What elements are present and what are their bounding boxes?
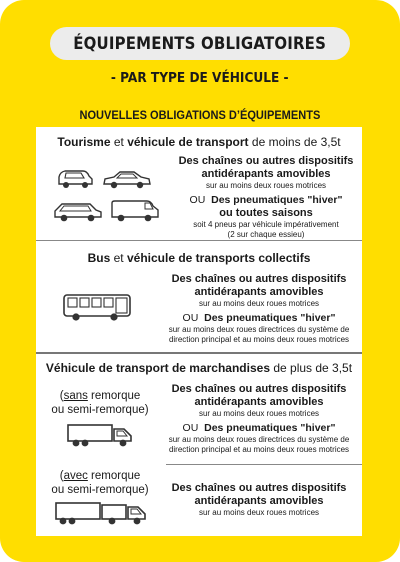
- requirements-panel: [36, 127, 362, 536]
- sedan-icon: [102, 170, 152, 190]
- sans-remorque-label: (sans remorque ou semi-remorque): [51, 390, 149, 416]
- page-subtitle: - PAR TYPE DE VÉHICULE -: [111, 70, 289, 86]
- avec-remorque-label: (avec remorque ou semi-remorque): [51, 470, 149, 496]
- title-pill: [50, 27, 350, 60]
- bus-requirements: Des chaînes ou autres dispositifs antidérapants amovibles sur au moins deux roues motrices OU Des pneumatiques "hiver" sur au moins deux roues directrices du système de direction principal et au moins deux roues motrices: [168, 273, 350, 344]
- tourisme-requirements: Des chaînes ou autres dispositifs antidérapants amovibles sur au moins deux roues motrices OU Des pneumatiques "hiver" ou toutes saisons soit 4 pneus par véhicule impérativement (2 sur chaque essieu): [176, 155, 356, 240]
- divider: [36, 240, 362, 241]
- chains-requirement: Des chaînes ou autres dispositifs: [178, 155, 354, 167]
- van-icon: [110, 199, 160, 223]
- section-heading: NOUVELLES OBLIGATIONS D’ÉQUIPEMENTS: [79, 108, 321, 122]
- truck-icon: [66, 423, 134, 449]
- marchandises-title: Véhicule de transport de marchandises de plus de 3,5t: [45, 361, 353, 375]
- divider: [166, 464, 362, 465]
- page-title: ÉQUIPEMENTS OBLIGATOIRES: [73, 33, 327, 54]
- tourisme-title: Tourisme et véhicule de transport de moins de 3,5t: [57, 135, 341, 149]
- divider: [36, 352, 362, 354]
- bus-title: Bus et véhicule de transports collectifs: [87, 251, 311, 265]
- suv-icon: [53, 201, 103, 223]
- sans-remorque-requirements: Des chaînes ou autres dispositifs antidérapants amovibles sur au moins deux roues motrices OU Des pneumatiques "hiver" sur au moins deux roues directrices du système de direction principal et au moins deux roues motrices: [168, 383, 350, 454]
- avec-remorque-requirements: Des chaînes ou autres dispositifs antidérapants amovibles sur au moins deux roues motrices: [171, 482, 347, 517]
- truck-with-trailer-icon: [54, 501, 148, 527]
- bus-icon: [62, 293, 132, 323]
- tyres-requirement: OU Des pneumatiques "hiver": [189, 194, 343, 206]
- minivan-icon: [56, 168, 94, 190]
